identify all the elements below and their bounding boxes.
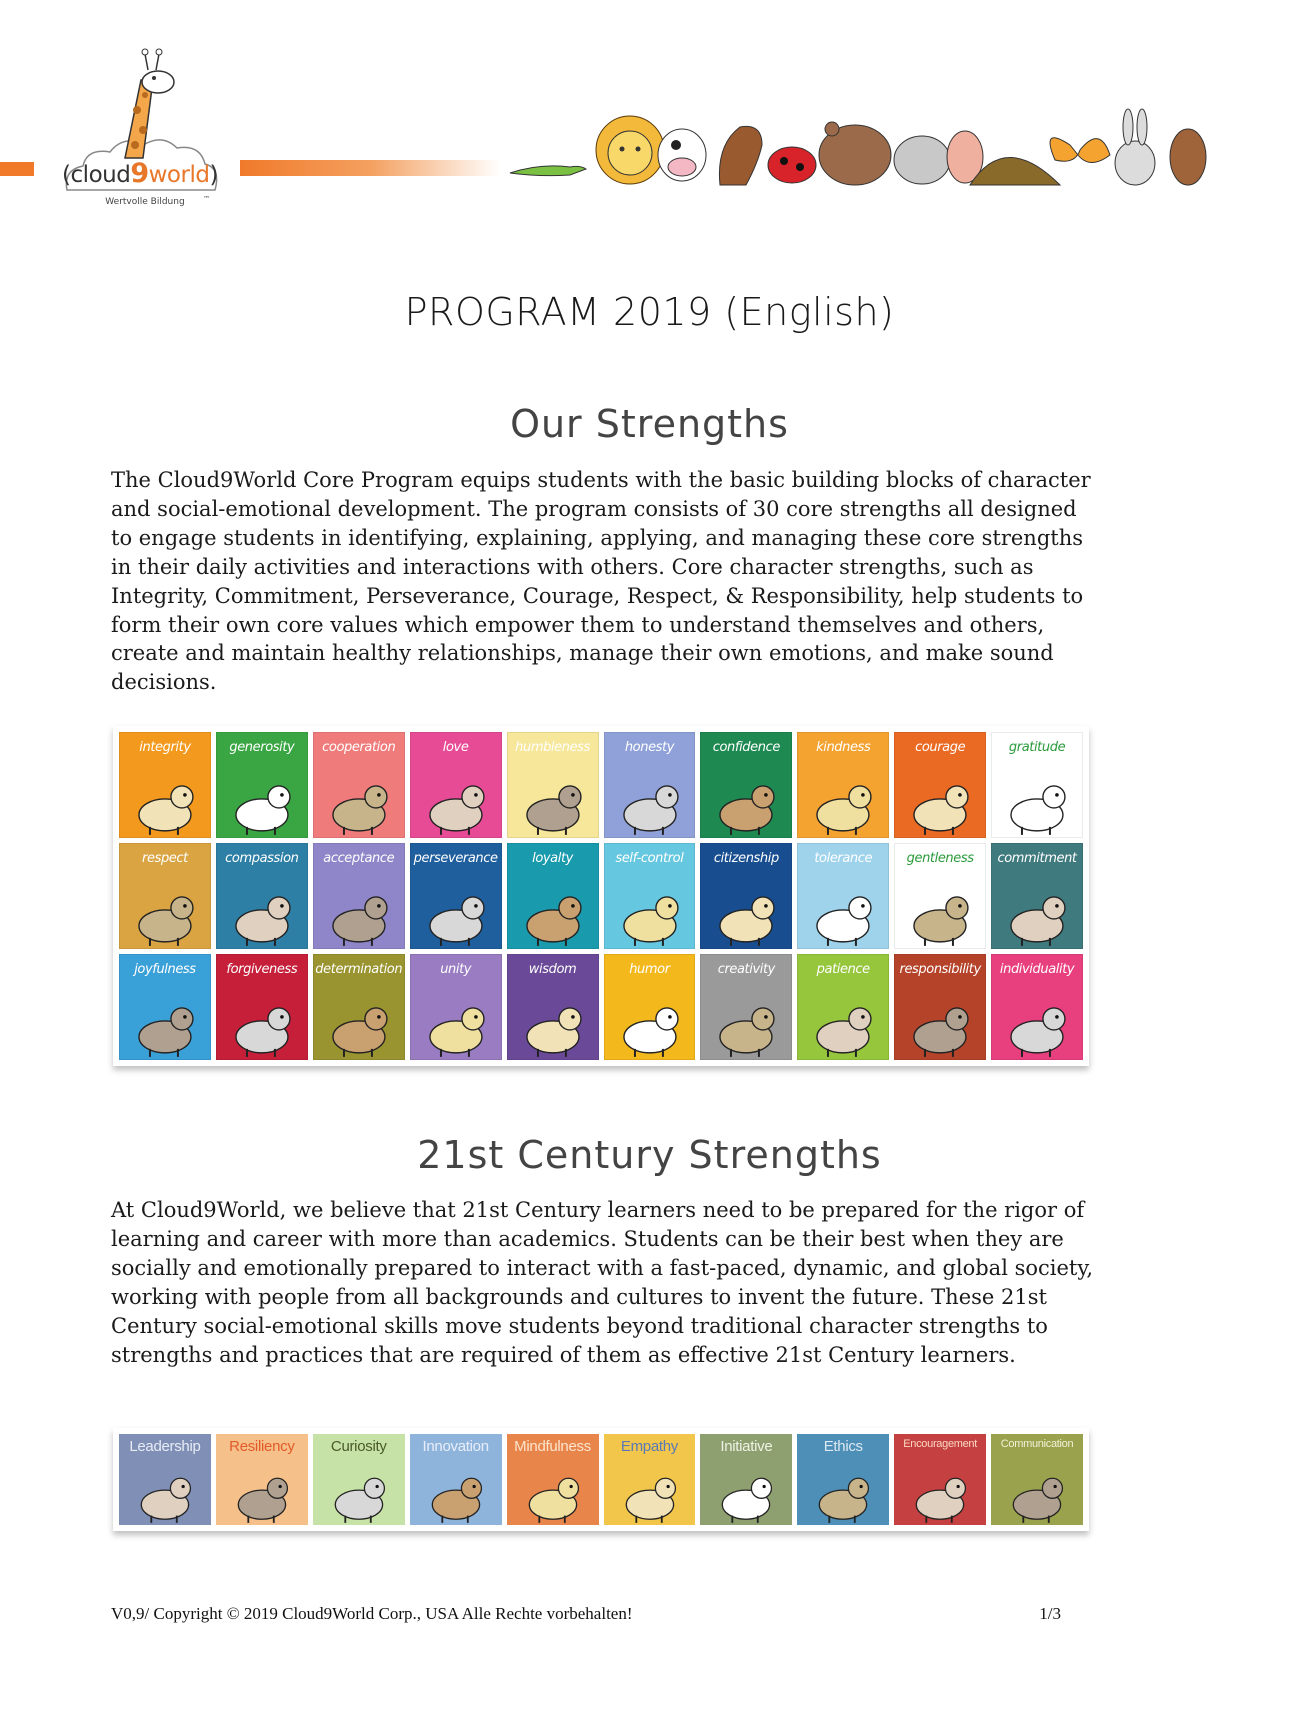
core-card-label: respect [142, 851, 188, 866]
section-heading-21st-century-strengths: 21st Century Strengths [417, 1133, 882, 1177]
core-card-label: creativity [717, 962, 775, 977]
logo-tagline: Wertvolle Bildung [105, 197, 185, 207]
c21-card-label: Innovation [422, 1438, 489, 1455]
21st-century-strengths-poster [113, 1428, 1089, 1531]
core-card-respect [119, 843, 211, 949]
core-card-label: joyfulness [134, 962, 196, 977]
core-card-self-control [604, 843, 696, 949]
core-card-tolerance [797, 843, 889, 949]
page-number: 1/3 [1039, 1604, 1061, 1623]
section-heading-our-strengths: Our Strengths [510, 402, 789, 446]
core-card-label: commitment [997, 851, 1077, 866]
core-card-label: acceptance [323, 851, 395, 866]
core-card-forgiveness [216, 954, 308, 1060]
c21-card-label: Empathy [620, 1438, 678, 1455]
core-card-citizenship [700, 843, 792, 949]
core-card-label: humbleness [515, 740, 590, 755]
dolphin-icon [120, 984, 210, 1059]
c21-card-label: Mindfulness [514, 1438, 591, 1455]
core-card-label: humor [629, 962, 670, 977]
plant-icon [216, 1461, 308, 1525]
core-card-label: responsibility [899, 962, 981, 977]
otter-icon [411, 873, 501, 948]
c21-card-initiative [700, 1434, 792, 1525]
moose-icon [217, 984, 307, 1059]
cat-icon [314, 984, 404, 1059]
core-card-label: individuality [999, 962, 1075, 977]
core-card-label: integrity [139, 740, 191, 755]
core-card-humbleness [507, 732, 599, 838]
core-card-label: honesty [624, 740, 675, 755]
logo-wordmark: (cloud9world) [62, 158, 218, 189]
core-card-honesty [604, 732, 696, 838]
section-body-21st-century-strengths: At Cloud9World, we believe that 21st Century learners need to be prepared for the rigor of learning and career with more than academics. Students can be their best when they are socially and emotionally prepared to interact with a fast-paced, dynamic, and global society, working with people from all backgrounds and cultures to invent the future. These 21st Century social-emotional skills move students beyond traditional character strengths to strengths and practices that are required of them as effective 21st Century learners. [111, 1198, 1094, 1367]
seals-icon [798, 873, 888, 948]
c21-card-label: Resiliency [229, 1438, 295, 1455]
horse-icon [701, 762, 791, 837]
lemur-icon [119, 1461, 211, 1525]
core-card-loyalty [507, 843, 599, 949]
core-card-label: patience [816, 962, 870, 977]
parrot-icon [991, 1461, 1083, 1525]
cow-icon [217, 762, 307, 837]
core-card-label: perseverance [413, 851, 498, 866]
core-card-label: cooperation [322, 740, 396, 755]
core-card-love [410, 732, 502, 838]
c21-card-empathy [604, 1434, 696, 1525]
core-card-label: wisdom [528, 962, 577, 977]
eagle-icon [701, 873, 791, 948]
core-card-joyfulness [119, 954, 211, 1060]
accent-bar-gradient [240, 160, 500, 176]
core-card-label: generosity [229, 740, 295, 755]
hippo-icon [605, 762, 695, 837]
core-strengths-poster [113, 726, 1089, 1066]
page-footer [111, 1604, 1061, 1624]
c21-card-ethics [797, 1434, 889, 1525]
core-card-individuality [991, 954, 1083, 1060]
core-card-label: courage [915, 740, 966, 755]
core-card-cooperation [313, 732, 405, 838]
lizard-icon [701, 984, 791, 1059]
panda-icon [894, 1461, 986, 1525]
core-card-label: forgiveness [226, 962, 298, 977]
core-card-label: tolerance [814, 851, 873, 866]
core-card-creativity [700, 954, 792, 1060]
ladybug-icon [992, 762, 1082, 837]
core-card-label: compassion [225, 851, 299, 866]
c21-card-mindfulness [507, 1434, 599, 1525]
core-card-label: loyalty [532, 851, 573, 866]
core-card-unity [410, 954, 502, 1060]
core-card-label: kindness [816, 740, 871, 755]
page-header [0, 0, 1299, 230]
section-body-our-strengths: The Cloud9World Core Program equips students with the basic building blocks of character and social-emotional development. The program consists of 30 core strengths all designed to engage students in identifying, explaining, applying, and managing these core strengths in their daily activities and interactions with others. Core character strengths, such as Integrity, Commitment, Perseverance, Courage, Respect, & Responsibility, help students to form their own core values which empower them to understand themselves and others, create and maintain healthy relationships, manage their own emotions, and make sound decisions. [111, 468, 1091, 695]
core-card-label: gratitude [1008, 740, 1066, 755]
core-card-integrity [119, 732, 211, 838]
core-card-label: gentleness [906, 851, 974, 866]
c21-card-curiosity [313, 1434, 405, 1525]
page-title: PROGRAM 2019 (English) [404, 290, 895, 334]
core-card-patience [797, 954, 889, 1060]
accent-bar-left [0, 162, 34, 176]
koala-icon [507, 1461, 599, 1525]
copyright-text: V0,9/ Copyright © 2019 Cloud9World Corp., USA Alle Rechte vorbehalten! [111, 1604, 633, 1623]
core-card-kindness [797, 732, 889, 838]
c21-card-label: Curiosity [330, 1438, 387, 1455]
core-card-label: unity [440, 962, 472, 977]
core-card-humor [604, 954, 696, 1060]
c21-card-leadership [119, 1434, 211, 1525]
camel-icon [508, 762, 598, 837]
core-card-determination [313, 954, 405, 1060]
bear-icon [411, 762, 501, 837]
core-card-responsibility [894, 954, 986, 1060]
whale-icon [604, 1461, 696, 1525]
seahorse-icon [605, 873, 695, 948]
manatee-icon [797, 1461, 889, 1525]
cloud9world-logo [55, 40, 225, 215]
butterfly-icon [314, 873, 404, 948]
core-card-courage [894, 732, 986, 838]
core-card-gentleness [894, 843, 986, 949]
core-card-wisdom [507, 954, 599, 1060]
penguin-icon [992, 873, 1082, 948]
dog-icon [508, 873, 598, 948]
rhino-icon [700, 1461, 792, 1525]
core-card-label: confidence [712, 740, 780, 755]
core-card-perseverance [410, 843, 502, 949]
rabbit-icon [411, 984, 501, 1059]
c21-card-communication [991, 1434, 1083, 1525]
core-card-confidence [700, 732, 792, 838]
core-card-label: citizenship [713, 851, 779, 866]
core-card-generosity [216, 732, 308, 838]
core-card-label: determination [315, 962, 403, 977]
core-card-commitment [991, 843, 1083, 949]
gorilla-icon [217, 873, 307, 948]
hummingbird-icon [798, 984, 888, 1059]
tortoise-icon [120, 873, 210, 948]
core-card-gratitude [991, 732, 1083, 838]
deer-icon [313, 1461, 405, 1525]
giraffe-icon [120, 762, 210, 837]
zebra-icon [992, 984, 1082, 1059]
elephant-icon [798, 762, 888, 837]
ants-icon [314, 762, 404, 837]
monkey-icon [605, 984, 695, 1059]
swan-icon [895, 873, 985, 948]
lion-icon [895, 762, 985, 837]
core-card-acceptance [313, 843, 405, 949]
owl-icon [508, 984, 598, 1059]
c21-card-label: Ethics [823, 1438, 863, 1455]
logo-word-nine: 9 [130, 158, 149, 189]
animal-characters-banner-icon [500, 105, 1210, 190]
squirrel-icon [895, 984, 985, 1059]
core-card-label: love [442, 740, 469, 755]
c21-card-label: Leadership [129, 1438, 201, 1455]
core-card-label: self-control [615, 851, 684, 866]
c21-card-encouragement [894, 1434, 986, 1525]
logo-word-world: world [148, 162, 210, 188]
c21-card-label: Initiative [720, 1438, 773, 1455]
c21-card-label: Communication [1000, 1438, 1074, 1450]
c21-card-innovation [410, 1434, 502, 1525]
logo-word-cloud: cloud [70, 162, 131, 188]
hornbill-icon [410, 1461, 502, 1525]
core-card-compassion [216, 843, 308, 949]
logo-trademark: ™ [203, 195, 210, 203]
c21-card-resiliency [216, 1434, 308, 1525]
c21-card-label: Encouragement [903, 1438, 978, 1450]
